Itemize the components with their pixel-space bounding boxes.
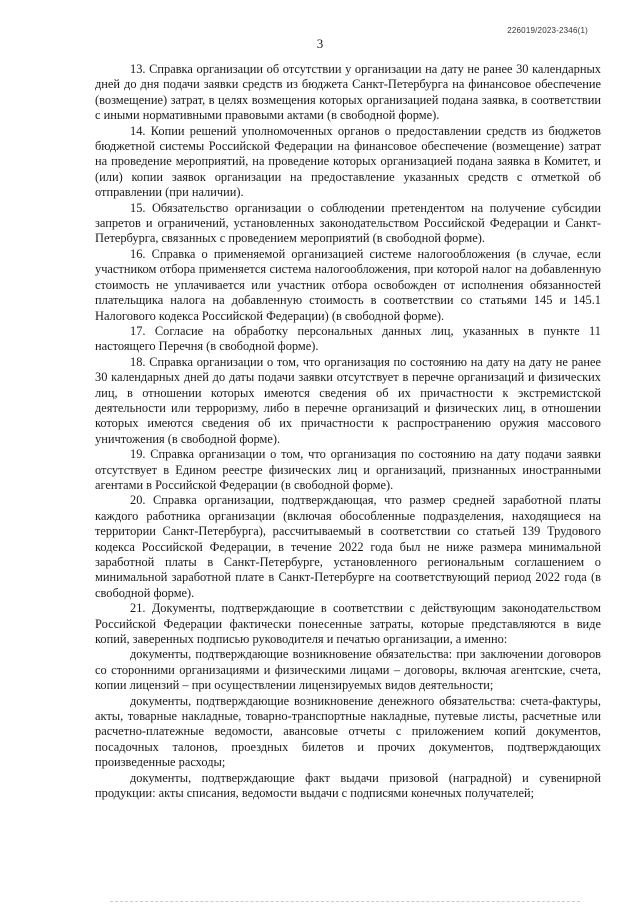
page-number: 3 (316, 36, 324, 51)
paragraph-14: 14. Копии решений уполномоченных органов о предоставлении средств из бюджетов бюджетной системы Российской Федерации на финансовое обеспечение (возмещение) затрат на проведение мероприятий, на проведение которых организацией подана заявка в Комитет, и (или) копии заявок организации на предоставление указанных средств с отметкой об отправлении (при наличии). (95, 123, 601, 200)
document-registration-number: 226019/2023-2346(1) (507, 26, 588, 35)
paragraph-15: 15. Обязательство организации о соблюдении претендентом на получение субсидии запретов и ограничений, установленных законодательством Российской Федерации и Санкт-Петербурга, связанных с проведением мероприятий (в свободной форме). (95, 200, 601, 246)
scan-footer-line (110, 901, 580, 902)
paragraph-17: 17. Согласие на обработку персональных данных лиц, указанных в пункте 11 настоящего Перечня (в свободной форме). (95, 323, 601, 354)
paragraph-18: 18. Справка организации о том, что организация по состоянию на дату на дату не ранее 30 календарных дней до даты подачи заявки отсутствует в перечне организаций и физических лиц, в отношении которых имеются сведения об их причастности к экстремистской деятельности или терроризму, либо в перечне организаций и физических лиц, в отношении которых имеются сведения об их причастности к распространению оружия массового уничтожения (в свободной форме). (95, 354, 601, 446)
paragraph-21-monetary-docs: документы, подтверждающие возникновение денежного обязательства: счета-фактуры, акты, товарные накладные, товарно-транспортные накладные, путевые листы, расчетные или расчетно-платежные ведомости, авансовые отчеты с приложением копий документов, посадочных талонов, проездных билетов и прочих документов, подтверждающих произведенные расходы; (95, 693, 601, 770)
paragraph-19: 19. Справка организации о том, что организация по состоянию на дату подачи заявки отсутствует в Едином реестре физических лиц и организаций, признанных иностранными агентами в Российской Федерации (в свободной форме). (95, 447, 601, 492)
paragraph-21-obligation-docs: документы, подтверждающие возникновение обязательства: при заключении договоров со сторонними организациями и физическими лицами – договоры, включая агентские, счета, копии лицензий – при осуществлении лицензируемых видов деятельности; (95, 647, 601, 693)
paragraph-13: 13. Справка организации об отсутствии у организации на дату не ранее 30 календарных дней до дня подачи заявки средств из бюджета Санкт-Петербурга на финансовое обеспечение (возмещение) затрат, в целях возмещения которых организацией подана заявка, в соответствии с иными нормативными правовыми актами (в свободной форме). (95, 62, 601, 123)
document-body (95, 62, 601, 802)
paragraph-21: 21. Документы, подтверждающие в соответствии с действующим законодательством Российской Федерации фактически понесенные затраты, которые представляются в виде копий, заверенных подписью руководителя и печатью организации, а именно: (95, 601, 601, 647)
paragraph-20: 20. Справка организации, подтверждающая, что размер средней заработной платы каждого работника организации (включая обособленные подразделения, находящиеся на территории Санкт-Петербурга), рассчитываемый в соответствии со статьей 139 Трудового кодекса Российской Федерации, в течение 2022 года был не ниже размера минимальной заработной платы в Санкт-Петербурге, установленного региональным соглашением о минимальной заработной плате в Санкт-Петербурге на соответствующий период 2022 года (в свободной форме). (95, 493, 601, 600)
paragraph-16: 16. Справка о применяемой организацией системе налогообложения (в случае, если участником отбора применяется система налогообложения, при которой налог на добавленную стоимость не уплачивается или участник отбора освобожден от исполнения обязанностей плательщика налога на добавленную стоимость в соответствии со статьями 145 и 145.1 Налогового кодекса Российской Федерации) (в свободной форме). (95, 246, 601, 323)
paragraph-21-prize-docs: документы, подтверждающие факт выдачи призовой (наградной) и сувенирной продукции: акты списания, ведомости выдачи с подписями конечных получателей; (95, 770, 601, 801)
